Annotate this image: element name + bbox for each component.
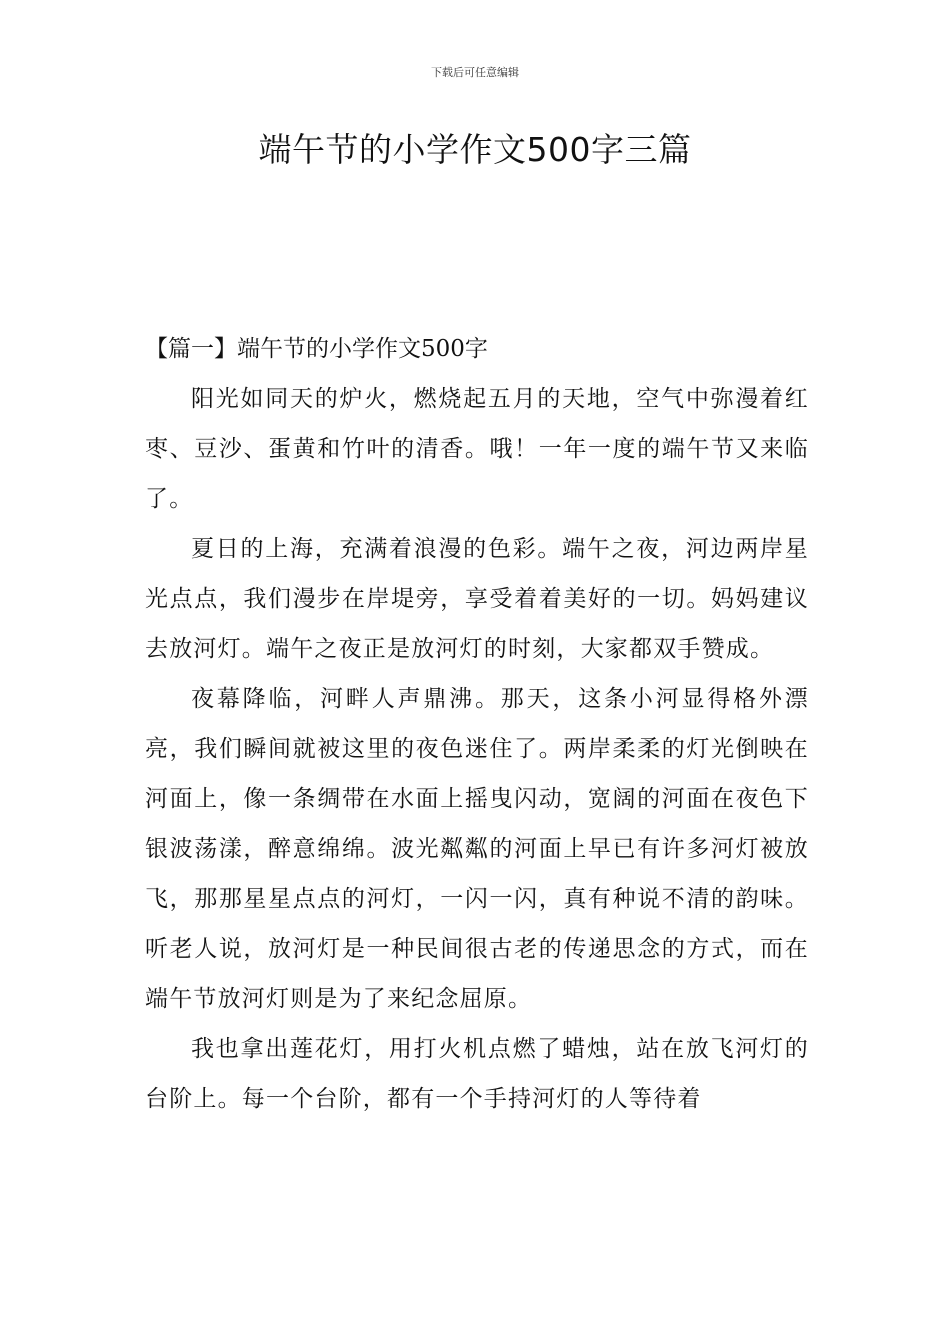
paragraph: 夜幕降临，河畔人声鼎沸。那天，这条小河显得格外漂亮，我们瞬间就被这里的夜色迷住了。两岸柔柔的灯光倒映在河面上，像一条绸带在水面上摇曳闪动，宽阔的河面在夜色下银波荡漾，醉意绵绵。波光粼粼的河面上早已有许多河灯被放飞，那那星星点点的河灯，一闪一闪，真有种说不清的韵味。听老人说，放河灯是一种民间很古老的传递思念的方式，而在端午节放河灯则是为了来纪念屈原。 xyxy=(145,686,809,1012)
document-title: 端午节的小学作文500字三篇 xyxy=(258,130,692,169)
paragraph: 阳光如同天的炉火，燃烧起五月的天地，空气中弥漫着红枣、豆沙、蛋黄和竹叶的清香。哦！一年一度的端午节又来临了。 xyxy=(145,386,809,512)
paragraph: 我也拿出莲花灯，用打火机点燃了蜡烛，站在放飞河灯的台阶上。每一个台阶，都有一个手持河灯的人等待着 xyxy=(145,1036,809,1112)
section-heading: 【篇一】端午节的小学作文500字 xyxy=(145,336,488,362)
document-body xyxy=(145,324,809,1124)
header-note: 下载后可任意编辑 xyxy=(431,66,519,79)
paragraph: 夏日的上海，充满着浪漫的色彩。端午之夜，河边两岸星光点点，我们漫步在岸堤旁，享受着着美好的一切。妈妈建议去放河灯。端午之夜正是放河灯的时刻，大家都双手赞成。 xyxy=(145,536,809,662)
